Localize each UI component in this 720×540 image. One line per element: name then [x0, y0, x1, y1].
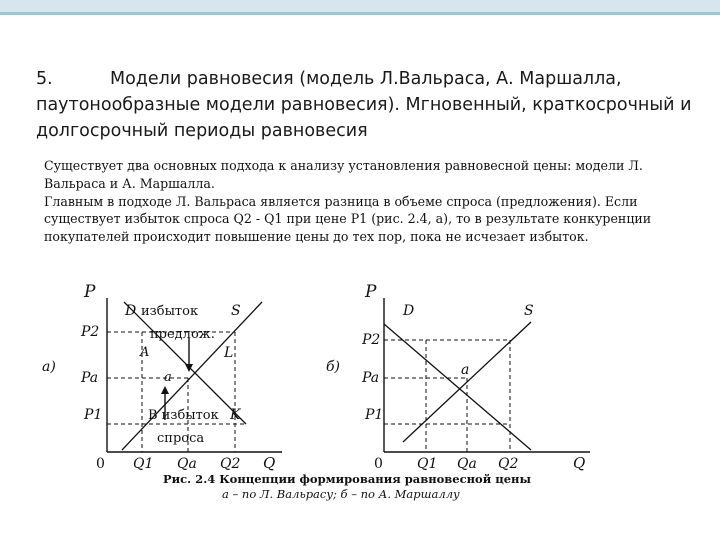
panel-a-p-axis-label: P: [84, 282, 96, 302]
title-number: 5.: [36, 69, 53, 89]
panel-b-pa-label: Pa: [362, 370, 380, 386]
panel-a-point-eq: a: [164, 370, 172, 385]
panel-a-p1-label: P1: [84, 407, 103, 423]
panel-a-point-k: K: [230, 407, 241, 423]
panel-b-s-label: S: [524, 303, 534, 319]
figure-caption-title: Рис. 2.4 Концепции формирования равновесной цены: [163, 472, 531, 486]
panel-a-surplus-demand-1: B избыток: [148, 408, 219, 423]
panel-a-q1-label: Q1: [133, 456, 154, 472]
panel-a-point-l: L: [224, 345, 234, 361]
panel-a-d-label: D: [125, 303, 137, 319]
figure-caption-sub: а – по Л. Вальрасу; б – по А. Маршаллу: [222, 487, 460, 501]
panel-b-tag: б): [326, 359, 341, 375]
panel-a-q-axis-label: Q: [263, 454, 276, 472]
panel-b-q1-label: Q1: [417, 456, 438, 472]
panel-b-q-axis-label: Q: [573, 454, 586, 472]
panel-a-qa-label: Qa: [177, 456, 197, 472]
title-text: Модели равновесия (модель Л.Вальраса, А. Маршалла, паутонообразные модели равновесия). Мгновенный, краткосрочный и долгосрочный периоды равновесия: [36, 69, 692, 141]
panel-b-p2-label: P2: [362, 332, 381, 348]
panel-b: [326, 282, 590, 472]
panel-a-s-label: S: [231, 303, 241, 319]
panel-a-surplus-supply-2: предлож.: [150, 327, 215, 342]
panel-b-q2-label: Q2: [498, 456, 519, 472]
panel-b-qa-label: Qa: [457, 456, 477, 472]
panel-b-origin: 0: [374, 456, 383, 472]
panel-a: [42, 282, 282, 472]
panel-b-d-label: D: [403, 303, 415, 319]
panel-b-p1-label: P1: [365, 407, 384, 423]
panel-a-pa-label: Pa: [81, 370, 99, 386]
panel-a-q2-label: Q2: [220, 456, 241, 472]
panel-a-point-a-upper: A: [140, 345, 150, 360]
panel-b-point-eq: a: [461, 362, 470, 378]
panel-a-p2-label: P2: [81, 324, 100, 340]
panel-a-tag: а): [42, 359, 56, 375]
paragraph-2: Главным в подходе Л. Вальраса является разница в объеме спроса (предложения). Если существует избыток спроса Q2 - Q1 при цене P1 (рис. 2.4, а), то в результате конкуренции покупателей происходит повышение цены до тех пор, пока не исчезает избыток.: [44, 193, 652, 245]
panel-a-surplus-demand-2: спроса: [157, 431, 205, 446]
panel-b-p-axis-label: P: [365, 282, 377, 302]
panel-a-supply-line: [122, 302, 262, 450]
panel-a-origin: 0: [96, 456, 105, 472]
paragraph-1: Существует два основных подхода к анализу установления равновесной цены: модели Л. Вальраса и А. Маршалла.: [44, 158, 643, 191]
panel-a-surplus-supply-1: избыток: [141, 304, 199, 319]
